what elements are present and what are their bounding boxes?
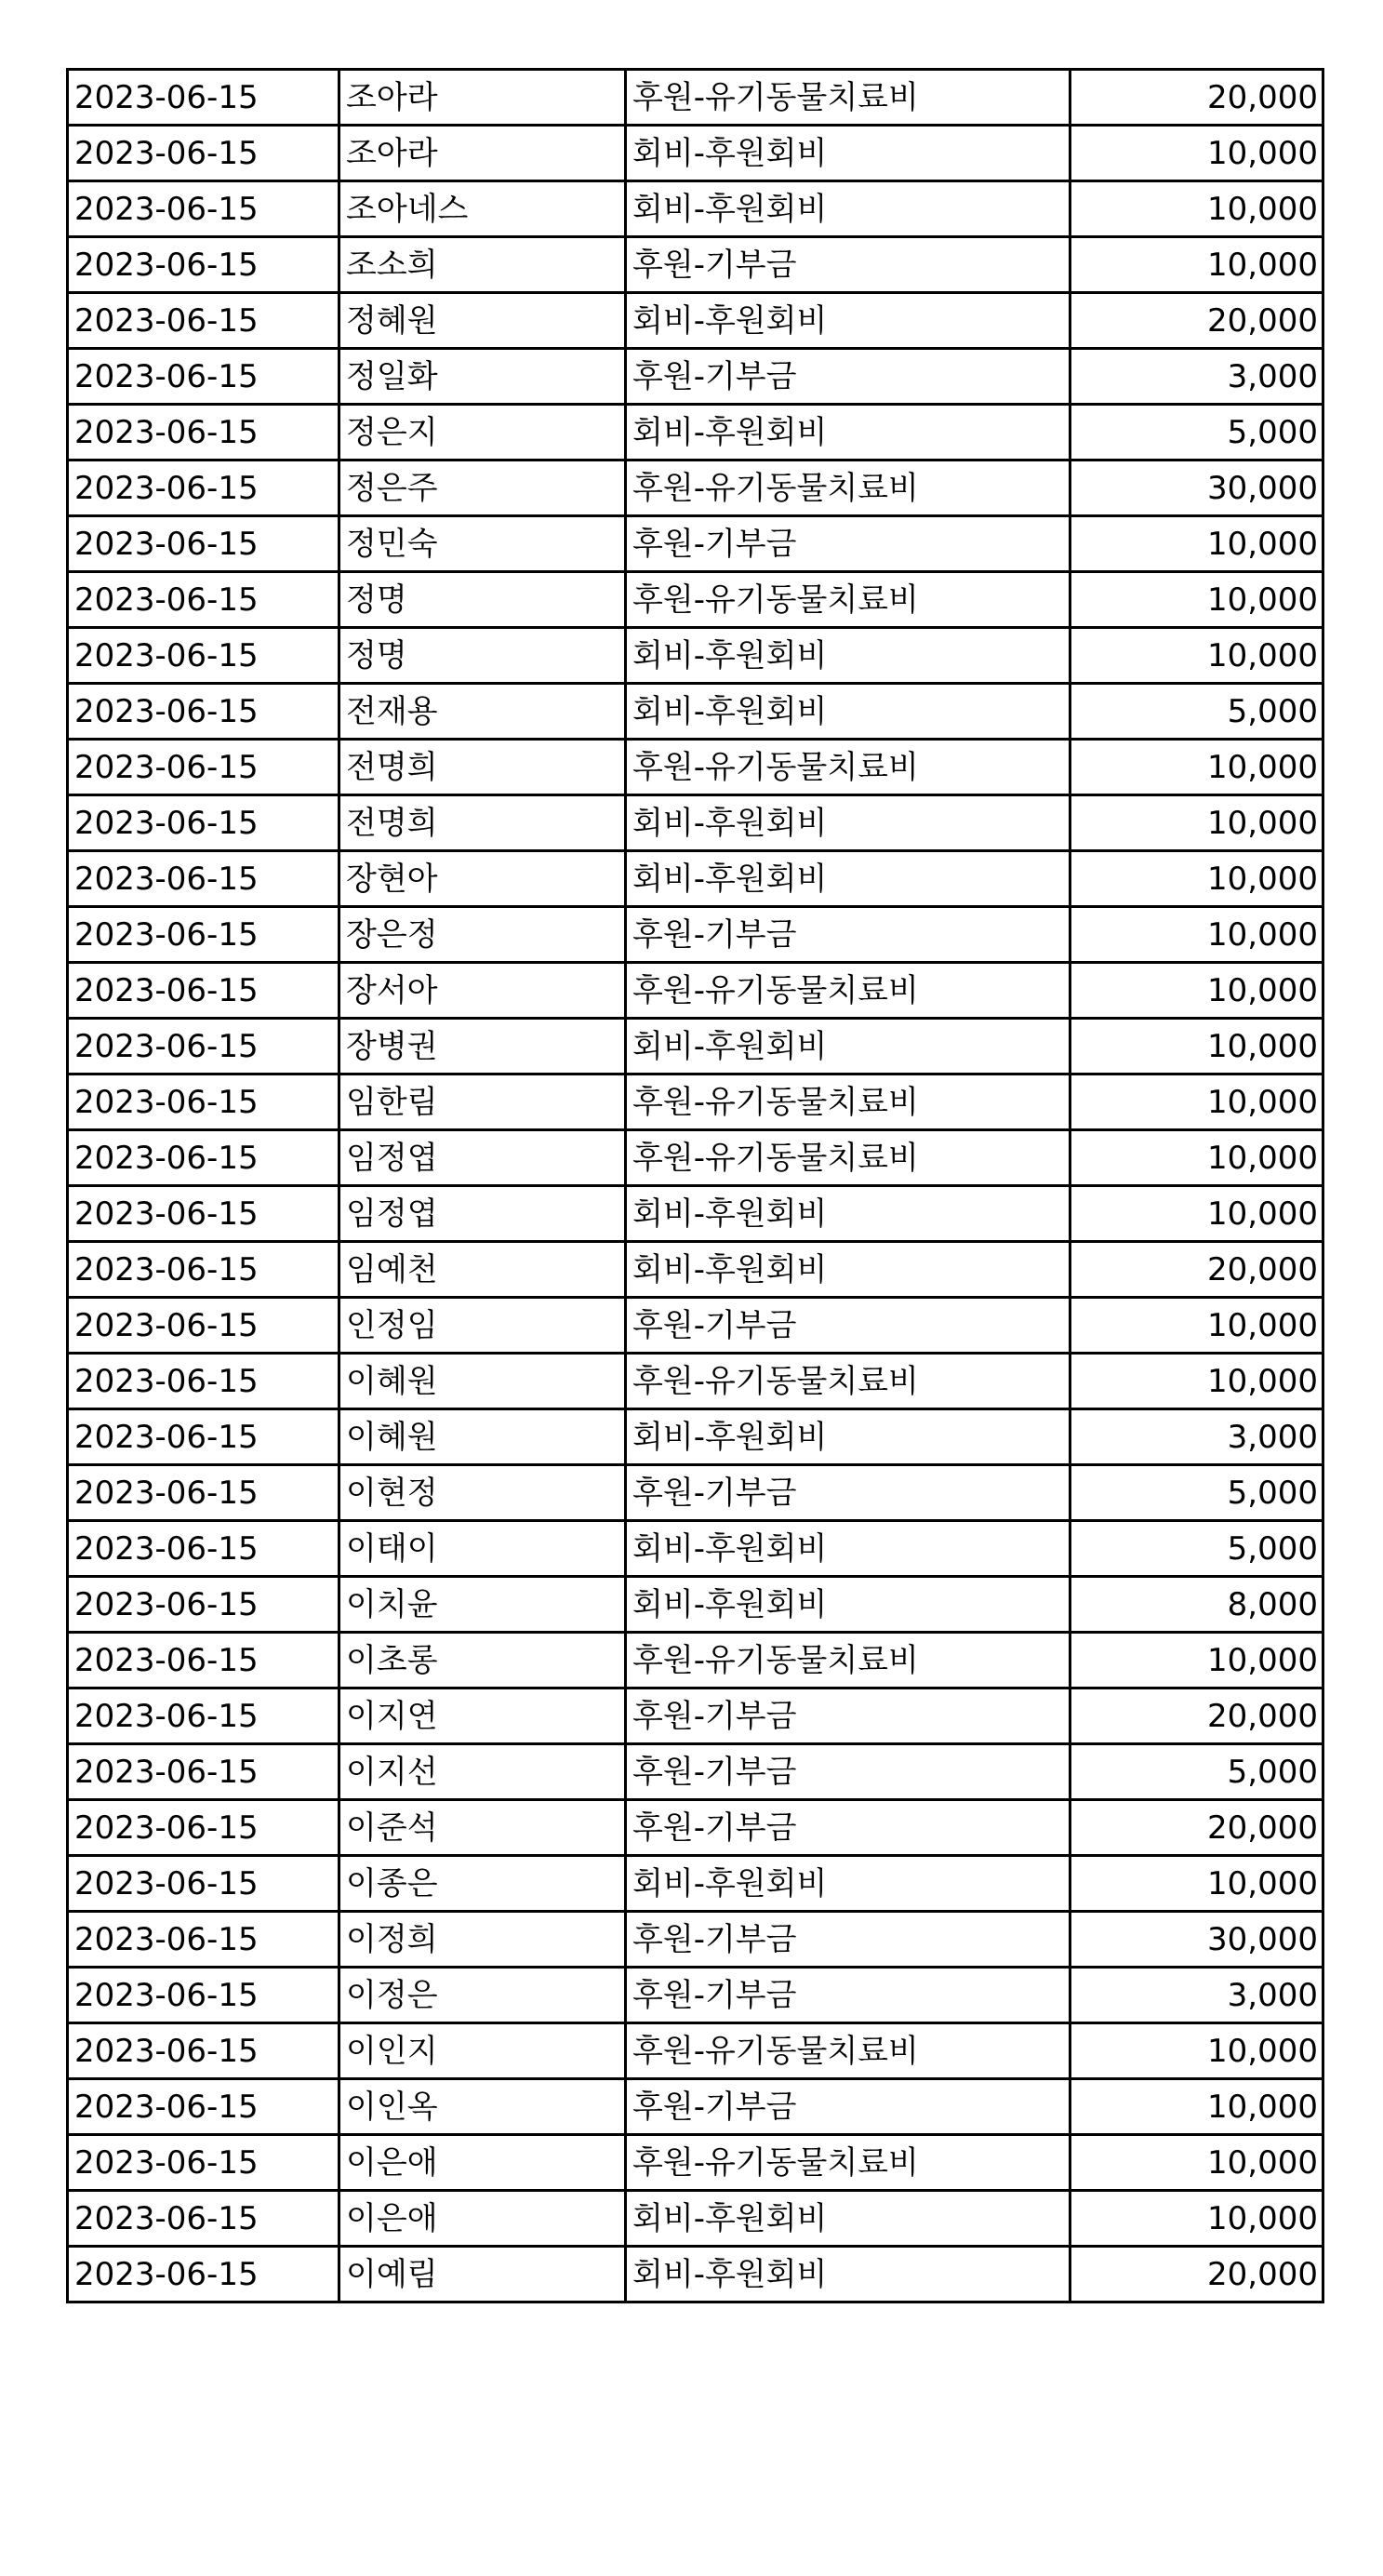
category-cell: 후원-유기동물치료비 <box>626 460 1070 516</box>
donation-ledger-table <box>66 68 1324 2303</box>
date-cell: 2023-06-15 <box>68 1912 339 1968</box>
category-cell: 후원-유기동물치료비 <box>626 2135 1070 2191</box>
table-row <box>68 1186 1323 1242</box>
date-cell: 2023-06-15 <box>68 181 339 237</box>
date-cell: 2023-06-15 <box>68 70 339 126</box>
amount-cell: 10,000 <box>1070 907 1323 963</box>
donor-name-cell: 정민숙 <box>339 516 626 572</box>
category-cell: 회비-후원회비 <box>626 293 1070 349</box>
date-cell: 2023-06-15 <box>68 1633 339 1688</box>
amount-cell: 10,000 <box>1070 2023 1323 2079</box>
amount-cell: 10,000 <box>1070 2135 1323 2191</box>
amount-cell: 5,000 <box>1070 684 1323 740</box>
table-row <box>68 907 1323 963</box>
date-cell: 2023-06-15 <box>68 907 339 963</box>
date-cell: 2023-06-15 <box>68 740 339 795</box>
donor-name-cell: 장병권 <box>339 1019 626 1074</box>
amount-cell: 10,000 <box>1070 1856 1323 1912</box>
donor-name-cell: 이은애 <box>339 2191 626 2247</box>
amount-cell: 10,000 <box>1070 795 1323 851</box>
donor-name-cell: 장서아 <box>339 963 626 1019</box>
category-cell: 후원-유기동물치료비 <box>626 70 1070 126</box>
table-row <box>68 2079 1323 2135</box>
category-cell: 회비-후원회비 <box>626 628 1070 684</box>
table-row <box>68 516 1323 572</box>
donor-name-cell: 이지선 <box>339 1744 626 1800</box>
donor-name-cell: 정명 <box>339 628 626 684</box>
category-cell: 후원-유기동물치료비 <box>626 1130 1070 1186</box>
date-cell: 2023-06-15 <box>68 460 339 516</box>
table-row <box>68 1019 1323 1074</box>
donor-name-cell: 조아라 <box>339 126 626 181</box>
table-row <box>68 2135 1323 2191</box>
table-row <box>68 2023 1323 2079</box>
donor-name-cell: 장현아 <box>339 851 626 907</box>
date-cell: 2023-06-15 <box>68 1186 339 1242</box>
category-cell: 후원-유기동물치료비 <box>626 740 1070 795</box>
amount-cell: 20,000 <box>1070 1800 1323 1856</box>
table-row <box>68 1409 1323 1465</box>
date-cell: 2023-06-15 <box>68 126 339 181</box>
date-cell: 2023-06-15 <box>68 1856 339 1912</box>
date-cell: 2023-06-15 <box>68 1019 339 1074</box>
donor-name-cell: 임정엽 <box>339 1186 626 1242</box>
category-cell: 회비-후원회비 <box>626 1521 1070 1577</box>
date-cell: 2023-06-15 <box>68 1688 339 1744</box>
amount-cell: 10,000 <box>1070 963 1323 1019</box>
table-row <box>68 460 1323 516</box>
category-cell: 회비-후원회비 <box>626 2247 1070 2302</box>
donor-name-cell: 이정은 <box>339 1968 626 2023</box>
donor-name-cell: 정은주 <box>339 460 626 516</box>
date-cell: 2023-06-15 <box>68 2247 339 2302</box>
ledger-body <box>68 70 1323 2302</box>
category-cell: 회비-후원회비 <box>626 1409 1070 1465</box>
category-cell: 후원-기부금 <box>626 1298 1070 1354</box>
table-row <box>68 1856 1323 1912</box>
amount-cell: 30,000 <box>1070 460 1323 516</box>
amount-cell: 10,000 <box>1070 1298 1323 1354</box>
category-cell: 후원-기부금 <box>626 1465 1070 1521</box>
amount-cell: 20,000 <box>1070 70 1323 126</box>
table-row <box>68 1298 1323 1354</box>
donor-name-cell: 정은지 <box>339 405 626 460</box>
table-row <box>68 684 1323 740</box>
table-row <box>68 1800 1323 1856</box>
category-cell: 후원-기부금 <box>626 1688 1070 1744</box>
amount-cell: 8,000 <box>1070 1577 1323 1633</box>
date-cell: 2023-06-15 <box>68 1242 339 1298</box>
amount-cell: 10,000 <box>1070 1186 1323 1242</box>
table-row <box>68 126 1323 181</box>
table-row <box>68 1242 1323 1298</box>
table-row <box>68 1968 1323 2023</box>
date-cell: 2023-06-15 <box>68 795 339 851</box>
date-cell: 2023-06-15 <box>68 1521 339 1577</box>
amount-cell: 10,000 <box>1070 1019 1323 1074</box>
table-row <box>68 1577 1323 1633</box>
date-cell: 2023-06-15 <box>68 1465 339 1521</box>
table-row <box>68 349 1323 405</box>
donor-name-cell: 이정희 <box>339 1912 626 1968</box>
donor-name-cell: 전명희 <box>339 740 626 795</box>
donor-name-cell: 이혜원 <box>339 1354 626 1409</box>
amount-cell: 30,000 <box>1070 1912 1323 1968</box>
table-row <box>68 1130 1323 1186</box>
category-cell: 회비-후원회비 <box>626 851 1070 907</box>
category-cell: 후원-유기동물치료비 <box>626 1074 1070 1130</box>
donor-name-cell: 이초롱 <box>339 1633 626 1688</box>
category-cell: 회비-후원회비 <box>626 1242 1070 1298</box>
table-row <box>68 572 1323 628</box>
amount-cell: 10,000 <box>1070 1130 1323 1186</box>
table-row <box>68 70 1323 126</box>
category-cell: 회비-후원회비 <box>626 795 1070 851</box>
date-cell: 2023-06-15 <box>68 1744 339 1800</box>
table-row <box>68 405 1323 460</box>
date-cell: 2023-06-15 <box>68 684 339 740</box>
table-row <box>68 740 1323 795</box>
table-row <box>68 2247 1323 2302</box>
amount-cell: 10,000 <box>1070 740 1323 795</box>
table-row <box>68 293 1323 349</box>
amount-cell: 3,000 <box>1070 349 1323 405</box>
category-cell: 후원-기부금 <box>626 907 1070 963</box>
category-cell: 회비-후원회비 <box>626 1186 1070 1242</box>
table-row <box>68 2191 1323 2247</box>
table-row <box>68 237 1323 293</box>
table-row <box>68 963 1323 1019</box>
amount-cell: 20,000 <box>1070 293 1323 349</box>
date-cell: 2023-06-15 <box>68 963 339 1019</box>
donor-name-cell: 이준석 <box>339 1800 626 1856</box>
category-cell: 후원-기부금 <box>626 1968 1070 2023</box>
category-cell: 후원-기부금 <box>626 349 1070 405</box>
amount-cell: 10,000 <box>1070 181 1323 237</box>
date-cell: 2023-06-15 <box>68 1968 339 2023</box>
amount-cell: 20,000 <box>1070 1688 1323 1744</box>
table-row <box>68 1688 1323 1744</box>
amount-cell: 10,000 <box>1070 572 1323 628</box>
table-row <box>68 1521 1323 1577</box>
amount-cell: 10,000 <box>1070 126 1323 181</box>
donor-name-cell: 이태이 <box>339 1521 626 1577</box>
category-cell: 회비-후원회비 <box>626 2191 1070 2247</box>
table-row <box>68 1465 1323 1521</box>
category-cell: 후원-유기동물치료비 <box>626 572 1070 628</box>
table-row <box>68 1074 1323 1130</box>
date-cell: 2023-06-15 <box>68 851 339 907</box>
category-cell: 회비-후원회비 <box>626 1019 1070 1074</box>
date-cell: 2023-06-15 <box>68 516 339 572</box>
donor-name-cell: 임한림 <box>339 1074 626 1130</box>
amount-cell: 3,000 <box>1070 1968 1323 2023</box>
date-cell: 2023-06-15 <box>68 1074 339 1130</box>
donor-name-cell: 이현정 <box>339 1465 626 1521</box>
category-cell: 후원-기부금 <box>626 1744 1070 1800</box>
category-cell: 후원-기부금 <box>626 1800 1070 1856</box>
amount-cell: 10,000 <box>1070 2191 1323 2247</box>
date-cell: 2023-06-15 <box>68 293 339 349</box>
amount-cell: 10,000 <box>1070 516 1323 572</box>
category-cell: 회비-후원회비 <box>626 1577 1070 1633</box>
category-cell: 후원-기부금 <box>626 237 1070 293</box>
table-row <box>68 628 1323 684</box>
amount-cell: 5,000 <box>1070 405 1323 460</box>
amount-cell: 10,000 <box>1070 1633 1323 1688</box>
date-cell: 2023-06-15 <box>68 349 339 405</box>
donor-name-cell: 이예림 <box>339 2247 626 2302</box>
donor-name-cell: 조아네스 <box>339 181 626 237</box>
category-cell: 후원-유기동물치료비 <box>626 963 1070 1019</box>
date-cell: 2023-06-15 <box>68 1800 339 1856</box>
table-row <box>68 1912 1323 1968</box>
table-row <box>68 1633 1323 1688</box>
date-cell: 2023-06-15 <box>68 1298 339 1354</box>
amount-cell: 5,000 <box>1070 1521 1323 1577</box>
table-row <box>68 851 1323 907</box>
amount-cell: 20,000 <box>1070 1242 1323 1298</box>
category-cell: 후원-유기동물치료비 <box>626 1354 1070 1409</box>
date-cell: 2023-06-15 <box>68 1577 339 1633</box>
donor-name-cell: 이지연 <box>339 1688 626 1744</box>
date-cell: 2023-06-15 <box>68 1130 339 1186</box>
donor-name-cell: 이치윤 <box>339 1577 626 1633</box>
amount-cell: 5,000 <box>1070 1744 1323 1800</box>
donor-name-cell: 이종은 <box>339 1856 626 1912</box>
category-cell: 후원-유기동물치료비 <box>626 1633 1070 1688</box>
donor-name-cell: 전재용 <box>339 684 626 740</box>
donor-name-cell: 조소희 <box>339 237 626 293</box>
donor-name-cell: 장은정 <box>339 907 626 963</box>
donor-name-cell: 전명희 <box>339 795 626 851</box>
date-cell: 2023-06-15 <box>68 2079 339 2135</box>
category-cell: 회비-후원회비 <box>626 1856 1070 1912</box>
amount-cell: 10,000 <box>1070 1074 1323 1130</box>
date-cell: 2023-06-15 <box>68 2135 339 2191</box>
amount-cell: 3,000 <box>1070 1409 1323 1465</box>
category-cell: 회비-후원회비 <box>626 126 1070 181</box>
amount-cell: 5,000 <box>1070 1465 1323 1521</box>
date-cell: 2023-06-15 <box>68 405 339 460</box>
category-cell: 회비-후원회비 <box>626 405 1070 460</box>
donor-name-cell: 이은애 <box>339 2135 626 2191</box>
table-row <box>68 1354 1323 1409</box>
table-row <box>68 1744 1323 1800</box>
donor-name-cell: 이인지 <box>339 2023 626 2079</box>
table-row <box>68 181 1323 237</box>
date-cell: 2023-06-15 <box>68 1409 339 1465</box>
category-cell: 후원-기부금 <box>626 516 1070 572</box>
donor-name-cell: 인정임 <box>339 1298 626 1354</box>
table-row <box>68 795 1323 851</box>
donor-name-cell: 정명 <box>339 572 626 628</box>
date-cell: 2023-06-15 <box>68 2023 339 2079</box>
category-cell: 후원-기부금 <box>626 1912 1070 1968</box>
date-cell: 2023-06-15 <box>68 237 339 293</box>
date-cell: 2023-06-15 <box>68 1354 339 1409</box>
amount-cell: 10,000 <box>1070 2079 1323 2135</box>
date-cell: 2023-06-15 <box>68 572 339 628</box>
amount-cell: 10,000 <box>1070 237 1323 293</box>
category-cell: 후원-유기동물치료비 <box>626 2023 1070 2079</box>
amount-cell: 10,000 <box>1070 851 1323 907</box>
donor-name-cell: 정혜원 <box>339 293 626 349</box>
category-cell: 후원-기부금 <box>626 2079 1070 2135</box>
amount-cell: 10,000 <box>1070 628 1323 684</box>
donor-name-cell: 임예천 <box>339 1242 626 1298</box>
donor-name-cell: 이인옥 <box>339 2079 626 2135</box>
donor-name-cell: 조아라 <box>339 70 626 126</box>
date-cell: 2023-06-15 <box>68 628 339 684</box>
category-cell: 회비-후원회비 <box>626 684 1070 740</box>
donor-name-cell: 임정엽 <box>339 1130 626 1186</box>
amount-cell: 20,000 <box>1070 2247 1323 2302</box>
date-cell: 2023-06-15 <box>68 2191 339 2247</box>
donor-name-cell: 이혜원 <box>339 1409 626 1465</box>
donor-name-cell: 정일화 <box>339 349 626 405</box>
category-cell: 회비-후원회비 <box>626 181 1070 237</box>
amount-cell: 10,000 <box>1070 1354 1323 1409</box>
